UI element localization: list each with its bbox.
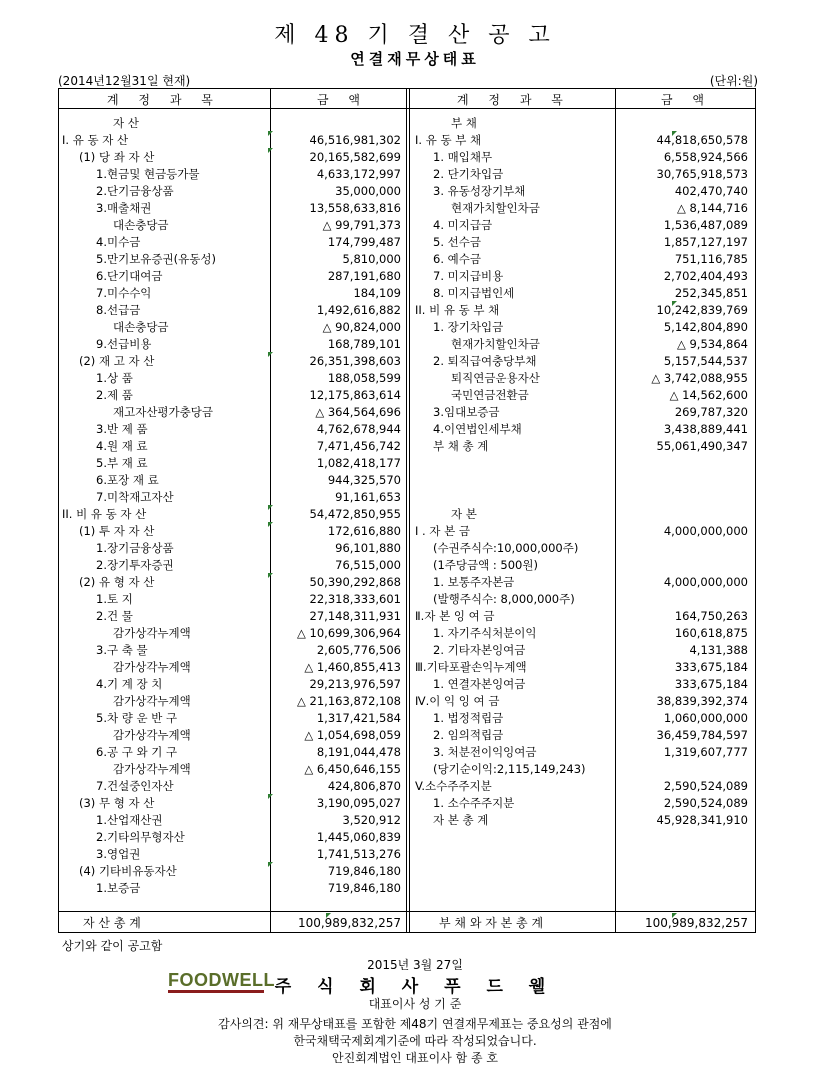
account-amount: 55,061,490,347 [656,439,748,453]
account-amount: 22,318,333,601 [309,592,401,606]
account-label: 부 채 총 계 [433,439,489,453]
account-label: 7.건설중인자산 [96,779,174,793]
account-amount: 168,789,101 [327,337,401,351]
account-label: 7. 미지급비용 [433,269,504,283]
account-label: 8. 미지급법인세 [433,286,515,300]
asset-row [59,863,406,880]
account-amount: 160,618,875 [674,626,748,640]
asset-row [59,438,406,455]
asset-row [59,217,406,234]
account-label: (발행주식수: 8,000,000주) [433,592,575,606]
asset-row [59,693,406,710]
account-amount: 4,000,000,000 [663,575,748,589]
account-amount: 1,319,607,777 [663,745,748,759]
liability-equity-row [409,676,757,693]
account-amount: 46,516,981,302 [309,133,401,147]
account-label: 3.반 제 품 [96,422,148,436]
account-amount: △ 14,562,600 [669,388,748,402]
asset-row [59,472,406,489]
account-label: II. 비 유 동 자 산 [62,507,147,521]
unit-note: (단위:원) [709,74,758,88]
account-label: (4) 기타비유동자산 [79,864,177,878]
account-label: 1. 소수주주지분 [433,796,515,810]
account-amount: 20,165,582,699 [309,150,401,164]
account-label: 4.기 계 장 치 [96,677,163,691]
account-amount: 36,459,784,597 [656,728,748,742]
account-label: (3) 무 형 자 산 [79,796,155,810]
account-amount: 1,492,616,882 [316,303,401,317]
account-amount: △ 21,163,872,108 [297,694,401,708]
account-amount: 29,213,976,597 [309,677,401,691]
liability-equity-row [409,557,757,574]
liability-equity-row [409,778,757,795]
asset-row [59,319,406,336]
account-amount: △ 90,824,000 [322,320,401,334]
account-label: 부 채 [451,116,477,130]
account-amount: 2,590,524,089 [663,779,748,793]
header-left-item: 계 정 과 목 [107,93,221,107]
asset-row [59,795,406,812]
asset-row [59,659,406,676]
account-amount: 188,058,599 [327,371,401,385]
account-label: 2.건 물 [96,609,133,623]
account-amount: 3,438,889,441 [663,422,748,436]
account-label: 3. 유동성장기부채 [433,184,526,198]
liability-equity-row [409,523,757,540]
account-label: 5.만기보유증권(유동성) [96,252,216,266]
account-label: 2. 임의적립금 [433,728,504,742]
account-amount: △ 3,742,088,955 [651,371,748,385]
asset-row [59,642,406,659]
account-label: 3.영업권 [96,847,141,861]
account-label: 퇴직연금운용자산 [451,371,540,385]
account-amount: 13,558,633,816 [309,201,401,215]
asset-row [59,200,406,217]
subtotal-mark [672,301,677,306]
account-amount: 44,818,650,578 [656,133,748,147]
account-label: 6.포장 재 료 [96,473,159,487]
account-label: 1. 법정적립금 [433,711,504,725]
liability-equity-row [409,387,757,404]
account-label: 1.장기금융상품 [96,541,174,555]
account-label: 1.산업재산권 [96,813,163,827]
account-label: Ⅲ.기타포괄손익누계액 [415,660,527,674]
account-label: 1. 장기차입금 [433,320,504,334]
asset-row [59,455,406,472]
liability-equity-row [409,353,757,370]
account-label: 4.원 재 료 [96,439,148,453]
account-amount: 2,702,404,493 [663,269,748,283]
account-amount: 424,806,870 [327,779,401,793]
subtotal-mark [268,352,273,357]
account-label: 5.차 량 운 반 구 [96,711,178,725]
liability-equity-row [409,608,757,625]
liability-equity-row [409,404,757,421]
account-amount: △ 10,699,306,964 [297,626,401,640]
account-amount: 1,060,000,000 [663,711,748,725]
account-label: 2. 기타자본잉여금 [433,643,526,657]
account-amount: 719,846,180 [327,881,401,895]
liability-equity-row [409,744,757,761]
account-amount: 12,175,863,614 [309,388,401,402]
account-label: 5.부 재 료 [96,456,148,470]
account-amount: △ 99,791,373 [322,218,401,232]
liability-equity-row [409,472,757,489]
account-label: 5. 선수금 [433,235,481,249]
liability-equity-row [409,183,757,200]
liability-equity-row [409,489,757,506]
account-label: (2) 재 고 자 산 [79,354,155,368]
liability-equity-row [409,336,757,353]
statement-subtitle: 연결재무상태표 [350,50,480,68]
account-label: 감가상각누계액 [113,728,191,742]
asset-row [59,370,406,387]
account-label: 1. 보통주자본금 [433,575,515,589]
asset-row [59,404,406,421]
account-amount: 402,470,740 [674,184,748,198]
account-amount: 2,590,524,089 [663,796,748,810]
liability-equity-row [409,200,757,217]
subtotal-mark [672,131,677,136]
account-amount: 3,190,095,027 [316,796,401,810]
asset-row [59,387,406,404]
account-label: Ⅳ.이 익 잉 여 금 [415,694,500,708]
audit-opinion-line1: 감사의견: 위 재무상태표를 포함한 제48기 연결재무제표는 중요성의 관점에 [218,1017,612,1031]
account-amount: 252,345,851 [674,286,748,300]
liabilities-equity-total-amount: 100,989,832,257 [644,916,748,930]
account-amount: 3,520,912 [342,813,401,827]
account-label: 감가상각누계액 [113,694,191,708]
account-amount: 35,000,000 [335,184,401,198]
asset-row [59,761,406,778]
account-label: 4.이연법인세부채 [433,422,522,436]
liability-equity-row [409,693,757,710]
account-amount: 27,148,311,931 [309,609,401,623]
account-label: 6. 예수금 [433,252,481,266]
account-label: V.소수주주지분 [415,779,492,793]
liability-equity-row [409,268,757,285]
asset-row [59,336,406,353]
account-amount: 4,762,678,944 [316,422,401,436]
account-label: 자 산 [113,116,139,130]
subtotal-mark [268,148,273,153]
account-amount: 164,750,263 [674,609,748,623]
liability-equity-row [409,234,757,251]
account-amount: 5,157,544,537 [663,354,748,368]
account-amount: 1,317,421,584 [316,711,401,725]
liabilities-equity-total-label: 부 채 와 자 본 총 계 [439,916,544,930]
account-label: 7.미착재고자산 [96,490,174,504]
account-amount: 8,191,044,478 [316,745,401,759]
account-label: I . 자 본 금 [415,524,470,538]
account-label: 자 본 총 계 [433,813,489,827]
asset-row [59,115,406,132]
account-amount: 91,161,653 [335,490,401,504]
subtotal-mark [268,505,273,510]
account-amount: 7,471,456,742 [316,439,401,453]
account-amount: 4,633,172,997 [316,167,401,181]
header-right-amount: 금 액 [661,93,712,107]
account-amount: 5,142,804,890 [663,320,748,334]
account-label: 2.장기투자증권 [96,558,174,572]
liability-equity-row [409,727,757,744]
liability-equity-row [409,574,757,591]
subtotal-mark [268,862,273,867]
account-amount: 1,536,487,089 [663,218,748,232]
liability-equity-row [409,115,757,132]
account-label: 감가상각누계액 [113,660,191,674]
assets-total-amount: 100,989,832,257 [297,916,401,930]
liability-equity-row [409,438,757,455]
account-label: (당기순이익:2,115,149,243) [433,762,586,776]
asset-row [59,132,406,149]
account-label: 재고자산평가충당금 [113,405,213,419]
account-amount: 172,616,880 [327,524,401,538]
account-label: 8.선급금 [96,303,141,317]
account-amount: 269,787,320 [674,405,748,419]
account-label: 대손충당금 [113,218,169,232]
account-amount: 96,101,880 [335,541,401,555]
audit-opinion-line2: 한국채택국제회계기준에 따라 작성되었습니다. [293,1034,537,1048]
account-label: 3.구 축 물 [96,643,148,657]
header-left-amount: 금 액 [317,93,368,107]
total-mark-left [326,913,331,918]
asset-row [59,353,406,370]
asset-row [59,268,406,285]
liability-equity-row [409,710,757,727]
account-label: 2.단기금융상품 [96,184,174,198]
liability-equity-row [409,506,757,523]
account-label: 6.단기대여금 [96,269,163,283]
asset-row [59,251,406,268]
liability-equity-row [409,455,757,472]
logo-wordmark: FOODWELL [168,970,275,990]
asset-row [59,591,406,608]
account-label: 2. 퇴직급여충당부채 [433,354,537,368]
account-label: 현재가치할인차금 [451,337,540,351]
account-label: 자 본 [451,507,477,521]
account-amount: 184,109 [353,286,401,300]
account-amount: 38,839,392,374 [656,694,748,708]
balance-sheet-table [58,88,756,933]
account-label: 감가상각누계액 [113,626,191,640]
asset-row [59,710,406,727]
asset-row [59,285,406,302]
date-note: (2014년12월31일 현재) [58,74,191,88]
liability-equity-row [409,149,757,166]
account-amount: 6,558,924,566 [663,150,748,164]
assets-column [59,115,406,897]
liability-equity-row [409,285,757,302]
asset-row [59,625,406,642]
liability-equity-row [409,421,757,438]
account-amount: △ 9,534,864 [676,337,748,351]
asset-row [59,557,406,574]
account-amount: △ 364,564,696 [315,405,401,419]
account-amount: 45,928,341,910 [656,813,748,827]
company-name: 주 식 회 사 푸 드 웰 [274,977,556,997]
liability-equity-row [409,251,757,268]
subtotal-mark [268,522,273,527]
liability-equity-row [409,642,757,659]
account-amount: 333,675,184 [674,677,748,691]
liability-equity-row [409,370,757,387]
account-amount: △ 6,450,646,155 [304,762,401,776]
account-label: 2.기타의무형자산 [96,830,185,844]
liability-equity-row [409,795,757,812]
account-amount: 50,390,292,868 [309,575,401,589]
asset-row [59,540,406,557]
subtotal-mark [268,794,273,799]
account-label: 1.상 품 [96,371,133,385]
account-label: 3.임대보증금 [433,405,500,419]
account-label: I. 유 동 부 채 [415,133,482,147]
account-label: 현재가치할인차금 [451,201,540,215]
account-amount: 751,116,785 [674,252,748,266]
asset-row [59,829,406,846]
liability-equity-row [409,166,757,183]
account-amount: 287,191,680 [327,269,401,283]
account-amount: 174,799,487 [327,235,401,249]
liability-equity-row [409,540,757,557]
account-amount: 26,351,398,603 [309,354,401,368]
liability-equity-row [409,659,757,676]
account-label: 국민연금전환금 [451,388,529,402]
assets-total-label: 자 산 총 계 [83,916,141,930]
asset-row [59,166,406,183]
account-label: 2. 단기차입금 [433,167,504,181]
header-right-item: 계 정 과 목 [457,93,571,107]
asset-row [59,812,406,829]
asset-row [59,149,406,166]
account-label: II. 비 유 동 부 채 [415,303,500,317]
asset-row [59,778,406,795]
account-amount: 944,325,570 [327,473,401,487]
asset-row [59,183,406,200]
total-divider [59,911,755,912]
liability-equity-row [409,761,757,778]
account-label: 대손충당금 [113,320,169,334]
account-label: 1. 매입채무 [433,150,493,164]
account-label: 2.제 품 [96,388,133,402]
liability-equity-row [409,591,757,608]
header-divider [59,108,755,109]
liability-equity-row [409,319,757,336]
ceo-name: 대표이사 성 기 준 [368,997,462,1011]
asset-row [59,421,406,438]
account-amount: 30,765,918,573 [656,167,748,181]
liability-equity-row [409,132,757,149]
account-label: Ⅱ.자 본 잉 여 금 [415,609,495,623]
asset-row [59,234,406,251]
account-label: (1주당금액 : 500원) [433,558,538,572]
account-label: (2) 유 형 자 산 [79,575,155,589]
account-label: 4.미수금 [96,235,141,249]
account-label: 1. 자기주식처분이익 [433,626,537,640]
account-amount: △ 1,054,698,059 [304,728,401,742]
liability-equity-row [409,217,757,234]
notice-title: 제 48 기 결 산 공 고 [274,23,556,48]
account-amount: 4,000,000,000 [663,524,748,538]
account-amount: 1,857,127,197 [663,235,748,249]
account-label: 3.매출채권 [96,201,152,215]
account-amount: 719,846,180 [327,864,401,878]
asset-row [59,523,406,540]
subtotal-mark [268,573,273,578]
account-label: (1) 당 좌 자 산 [79,150,155,164]
account-label: 1. 연결자본잉여금 [433,677,526,691]
asset-row [59,506,406,523]
account-label: 1.토 지 [96,592,133,606]
account-amount: 1,445,060,839 [316,830,401,844]
auditor-signature: 안진회계법인 대표이사 함 종 호 [332,1051,498,1065]
account-label: I. 유 동 자 산 [62,133,129,147]
asset-row [59,727,406,744]
asset-row [59,574,406,591]
liability-equity-row [409,812,757,829]
asset-row [59,302,406,319]
asset-row [59,608,406,625]
total-mark-right [672,913,677,918]
liabilities-equity-column [409,115,757,829]
account-amount: 10,242,839,769 [656,303,748,317]
account-amount: 76,515,000 [335,558,401,572]
account-label: 1.현금및 현금등가물 [96,167,200,181]
account-amount: 1,741,513,276 [316,847,401,861]
account-amount: 54,472,850,955 [309,507,401,521]
account-amount: △ 1,460,855,413 [304,660,401,674]
asset-row [59,676,406,693]
account-amount: 4,131,388 [689,643,748,657]
account-amount: 333,675,184 [674,660,748,674]
account-amount: 5,810,000 [342,252,401,266]
account-amount: 1,082,418,177 [316,456,401,470]
account-label: (1) 투 자 자 산 [79,524,155,538]
account-label: 1.보증금 [96,881,141,895]
asset-row [59,846,406,863]
account-label: 7.미수수익 [96,286,152,300]
divider-center [406,89,407,932]
account-label: 6.공 구 와 기 구 [96,745,178,759]
account-label: (수권주식수:10,000,000주) [433,541,579,555]
liability-equity-row [409,625,757,642]
asset-row [59,880,406,897]
account-label: 3. 처분전이익잉여금 [433,745,537,759]
account-amount: △ 8,144,716 [676,201,748,215]
notice-statement: 상기와 같이 공고함 [62,939,163,953]
asset-row [59,744,406,761]
notice-date: 2015년 3월 27일 [367,958,463,972]
subtotal-mark [268,131,273,136]
account-label: 감가상각누계액 [113,762,191,776]
asset-row [59,489,406,506]
account-label: 9.선급비용 [96,337,152,351]
account-amount: 2,605,776,506 [316,643,401,657]
liability-equity-row [409,302,757,319]
account-label: 4. 미지급금 [433,218,493,232]
